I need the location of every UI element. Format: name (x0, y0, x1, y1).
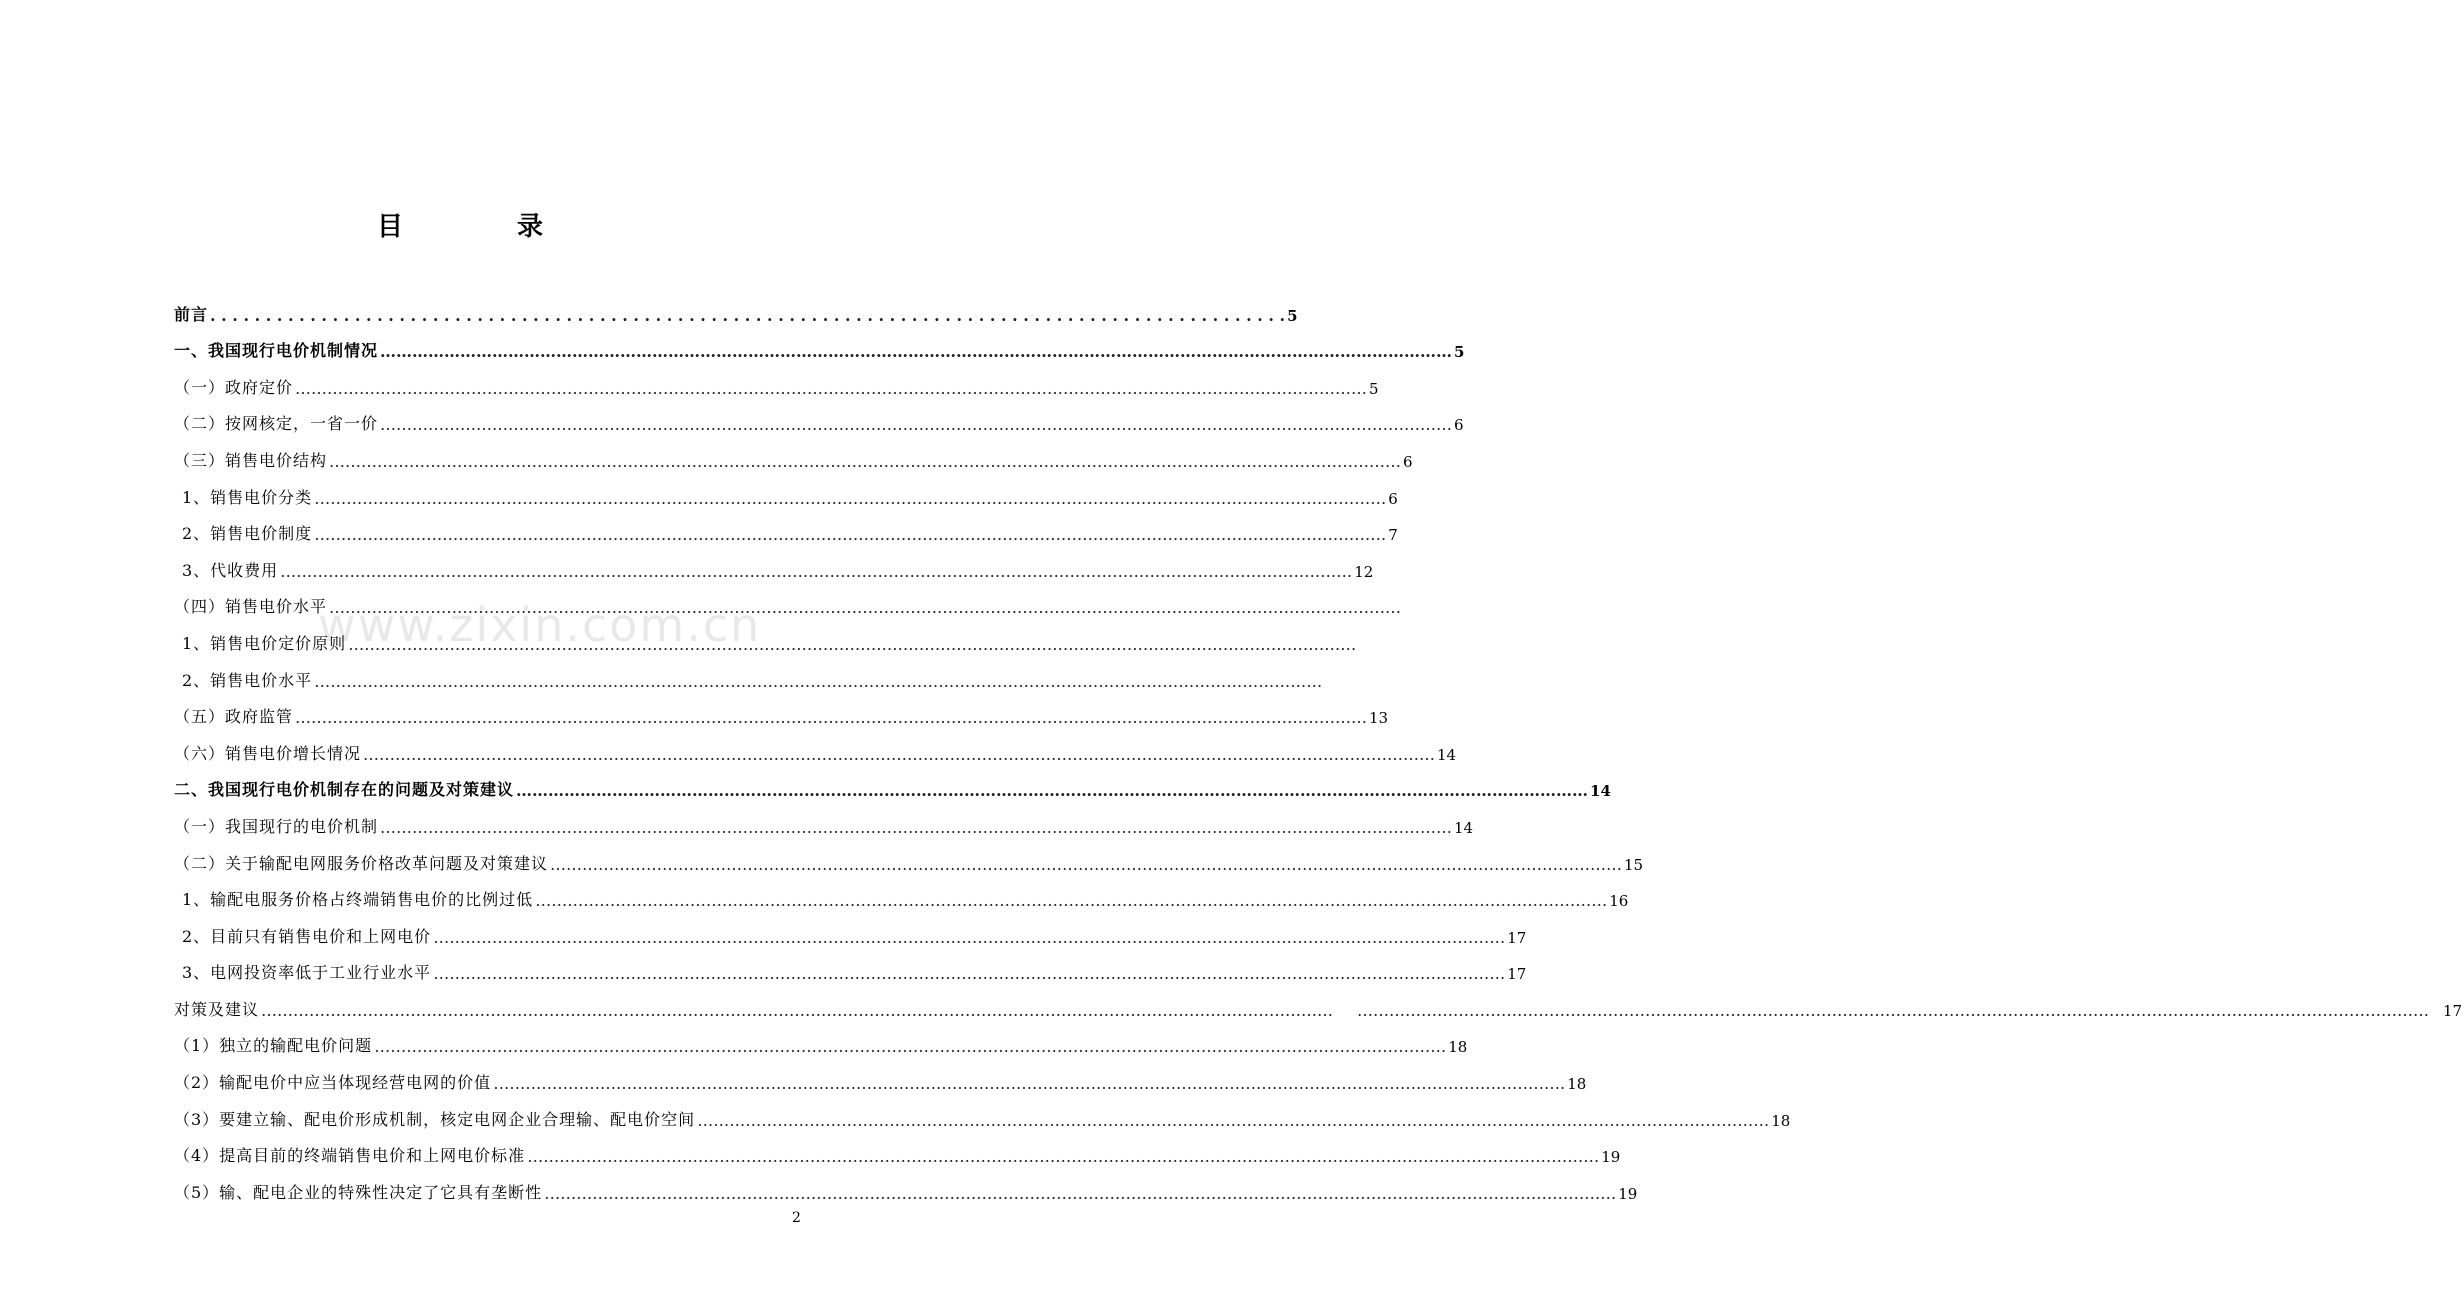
toc-entry[interactable] (174, 654, 802, 691)
toc-entry-label: 2、销售电价水平 (182, 670, 313, 690)
toc-entry-page: 16 (1609, 892, 1629, 911)
toc-leader (380, 818, 1452, 837)
toc-entry-page: 19 (1618, 1184, 1638, 1203)
toc-entry-page: 6 (1454, 416, 1464, 435)
toc-title: 目 录 (376, 212, 587, 242)
toc-entry-label: （3）要建立输、配电价形成机制，核定电网企业合理输、配电价空间 (174, 1109, 696, 1129)
toc-entry[interactable] (174, 800, 1474, 837)
toc-leader (516, 781, 1588, 800)
toc-entry[interactable] (174, 1130, 1621, 1167)
toc-leader (535, 891, 1607, 910)
toc-leader (314, 489, 1386, 508)
toc-entry-label: （一）我国现行的电价机制 (174, 816, 379, 836)
toc-entry-label: 2、目前只有销售电价和上网电价 (182, 926, 432, 946)
toc-leader (329, 598, 1401, 617)
toc-entry[interactable] (174, 1166, 1638, 1203)
toc-entry[interactable] (174, 544, 1374, 581)
toc-leader (280, 562, 1352, 581)
toc-entry[interactable] (174, 727, 1457, 764)
toc-entry[interactable] (174, 1056, 1587, 1094)
toc-entry[interactable] (174, 1020, 1468, 1057)
toc-entry-page: 7 (1388, 526, 1398, 545)
toc-entry-label: （二）按网核定，一省一价 (174, 414, 379, 434)
page-number: 2 (792, 1210, 801, 1226)
toc-entry-label: （5）输、配电企业的特殊性决定了它具有垄断性 (174, 1182, 543, 1202)
toc-entry[interactable] (174, 1093, 1791, 1130)
toc-entry-page: 17 (2443, 1001, 2462, 1020)
toc-entry[interactable] (174, 983, 2462, 1020)
toc-entry-page: 18 (1771, 1111, 1791, 1130)
toc-entry-page: 12 (1354, 562, 1374, 581)
watermark: www.zixin.com.cn (318, 598, 762, 652)
toc-entry[interactable] (174, 508, 1398, 545)
toc-leader (380, 415, 1452, 434)
toc-leader (493, 1074, 1565, 1093)
toc-leader (380, 342, 1452, 361)
toc-entry[interactable] (174, 874, 1629, 911)
toc-entry-label: 二、我国现行电价机制存在的问题及对策建议 (174, 780, 515, 800)
toc-entry-label: 1、销售电价定价原则 (182, 633, 347, 653)
toc-entry-label: 2、销售电价制度 (182, 524, 313, 544)
toc-entry-label: （一）政府定价 (174, 377, 294, 397)
toc-leader (527, 1147, 1599, 1166)
toc-entry-label: （五）政府监管 (174, 707, 294, 727)
toc-entry-page: 14 (1590, 782, 1611, 801)
toc-entry-page: 5 (1287, 306, 1298, 325)
toc-entry-page: 13 (1369, 709, 1389, 728)
toc-entry-label: （四）销售电价水平 (174, 597, 328, 617)
toc-leader (1357, 1001, 2429, 1020)
toc-leader (295, 379, 1367, 398)
toc-leader (314, 525, 1386, 544)
toc-entry-label: 一、我国现行电价机制情况 (174, 341, 379, 361)
toc-entry-label: 1、销售电价分类 (182, 487, 313, 507)
toc-entry-page: 5 (1369, 379, 1379, 398)
toc-entry-label: （三）销售电价结构 (174, 450, 328, 470)
toc-entry-label: 对策及建议 (174, 999, 260, 1019)
toc-entry-page: 19 (1601, 1148, 1621, 1167)
toc-entry-page: 17 (1507, 965, 1527, 984)
toc-entry[interactable] (174, 325, 1465, 362)
toc-leader (329, 452, 1401, 471)
toc-entry-page: 15 (1624, 855, 1644, 874)
toc-entry-label: （2）输配电价中应当体现经营电网的价值 (174, 1073, 492, 1093)
toc-entry[interactable] (174, 691, 1389, 728)
toc-entry-page: 18 (1448, 1038, 1468, 1057)
toc-entry[interactable] (174, 471, 1398, 508)
toc-entry-label: （1）独立的输配电价问题 (174, 1036, 373, 1056)
toc-leader (550, 855, 1622, 874)
toc-entry[interactable] (174, 617, 802, 654)
toc-leader (295, 708, 1367, 727)
toc-leader (697, 1111, 1769, 1130)
toc-entry-page: 5 (1454, 343, 1465, 362)
toc-entry-page: 14 (1437, 745, 1457, 764)
table-of-contents (174, 288, 2462, 1203)
toc-entry[interactable] (174, 361, 1379, 398)
toc-entry[interactable] (174, 764, 1611, 801)
toc-leader (314, 672, 1322, 691)
toc-entry-label: 3、代收费用 (182, 560, 279, 580)
toc-entry-page: 6 (1388, 489, 1398, 508)
toc-leader (210, 306, 1285, 325)
toc-leader (544, 1184, 1616, 1203)
toc-leader (433, 928, 1505, 947)
toc-entry-label: （六）销售电价增长情况 (174, 743, 362, 763)
toc-entry-label: 前言 (174, 304, 209, 324)
toc-leader (363, 745, 1435, 764)
toc-leader (433, 964, 1505, 983)
toc-entry[interactable] (174, 434, 1413, 471)
toc-entry[interactable] (174, 947, 1527, 984)
toc-entry-label: 1、输配电服务价格占终端销售电价的比例过低 (182, 890, 534, 910)
toc-entry[interactable] (174, 581, 802, 618)
toc-entry-page: 17 (1507, 928, 1527, 947)
toc-entry[interactable] (174, 837, 1644, 874)
toc-entry[interactable] (174, 398, 1464, 435)
toc-leader (374, 1037, 1446, 1056)
toc-entry-page: 6 (1403, 452, 1413, 471)
toc-entry-page: 14 (1454, 818, 1474, 837)
toc-entry-label: （二）关于输配电网服务价格改革问题及对策建议 (174, 853, 549, 873)
toc-entry-page: 18 (1567, 1075, 1587, 1094)
toc-leader (261, 1001, 1333, 1020)
toc-entry[interactable] (174, 288, 1298, 325)
toc-leader (348, 635, 1356, 654)
toc-entry-label: （4）提高目前的终端销售电价和上网电价标准 (174, 1146, 526, 1166)
toc-entry[interactable] (174, 910, 1527, 947)
toc-entry-label: 3、电网投资率低于工业行业水平 (182, 963, 432, 983)
toc-leader-split (259, 1001, 2431, 1020)
